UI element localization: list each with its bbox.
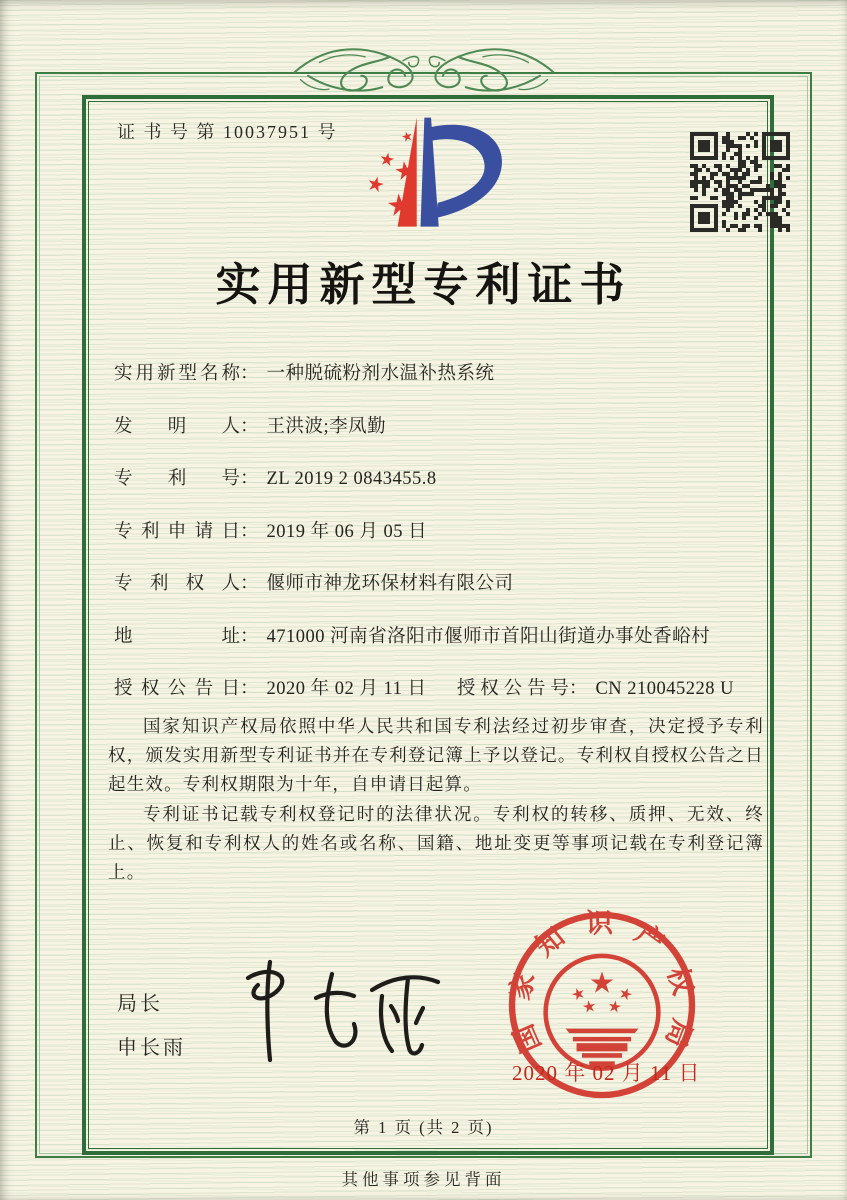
- cnipa-logo-icon: [346, 110, 518, 240]
- legal-paragraph-2: 专利证书记载专利权登记时的法律状况。专利权的转移、质押、无效、终止、恢复和专利权人的姓名或名称、国籍、地址变更等事项记载在专利登记簿上。: [108, 804, 764, 882]
- signer-title: 局长: [117, 993, 163, 1015]
- certificate-number: 证 书 号 第 10037951 号: [117, 122, 338, 142]
- colon: ：: [240, 574, 259, 594]
- field-value: 偃师市神龙环保材料有限公司: [266, 574, 514, 594]
- colon: ：: [240, 521, 259, 542]
- colon: ：: [568, 679, 588, 699]
- legal-paragraph-1: 国家知识产权局依照中华人民共和国专利法经过初步审查，决定授予专利权，颁发实用新型专利证书并在专利登记簿上予以登记。专利权自授权公告之日起生效。专利权期限为十年，自申请日起算。: [108, 716, 764, 794]
- field-value: 王洪波;李凤勤: [266, 416, 387, 437]
- colon: ：: [240, 469, 259, 489]
- field-label: 发明人: [114, 416, 240, 437]
- colon: ：: [240, 364, 259, 384]
- field-value: 2019 年 06 月 05 日: [266, 521, 428, 542]
- field-label: 专利权人: [114, 574, 240, 594]
- field-row-address: [114, 623, 762, 651]
- director-signature-icon: [212, 948, 452, 1073]
- field-row-grant: [114, 675, 762, 703]
- field-row-patent-number: [114, 465, 762, 493]
- field-list: [114, 360, 762, 728]
- field-row-name: [114, 360, 762, 388]
- field-label: 授权公告日: [114, 679, 240, 699]
- grant-number-pair: [457, 675, 734, 703]
- colon: ：: [240, 416, 259, 437]
- legal-text: [108, 712, 764, 888]
- signer-block: [117, 982, 186, 1070]
- colon: ：: [240, 626, 259, 647]
- field-row-inventor: [114, 413, 762, 441]
- page-number: 第 1 页 (共 2 页): [353, 1118, 494, 1137]
- field-row-patentee: [114, 570, 762, 598]
- seal-date: 2020 年 02 月 11 日: [512, 1061, 701, 1085]
- field-label: 实用新型名称: [114, 364, 240, 384]
- field-label: 专利申请日: [114, 521, 240, 542]
- page-title: 实用新型专利证书: [215, 260, 632, 310]
- seal-ring-text: 国家知识产权局: [504, 907, 699, 1058]
- signer-name: 申长雨: [117, 1037, 186, 1059]
- field-row-filing-date: [114, 518, 762, 546]
- field-value: ZL 2019 2 0843455.8: [266, 469, 437, 489]
- field-label: 地址: [114, 626, 240, 647]
- qr-code-icon: [690, 132, 790, 232]
- field-value: 2020 年 02 月 11 日: [266, 679, 427, 699]
- field-label: 授权公告号: [456, 679, 569, 699]
- field-value: CN 210045228 U: [595, 679, 734, 699]
- field-value: 一种脱硫粉剂水温补热系统: [266, 364, 495, 384]
- back-side-note: 其他事项参见背面: [341, 1170, 506, 1189]
- field-label: 专利号: [114, 469, 240, 489]
- field-value: 471000 河南省洛阳市偃师市首阳山街道办事处香峪村: [266, 626, 711, 647]
- national-emblem-icon: [546, 956, 659, 1069]
- colon: ：: [240, 679, 259, 699]
